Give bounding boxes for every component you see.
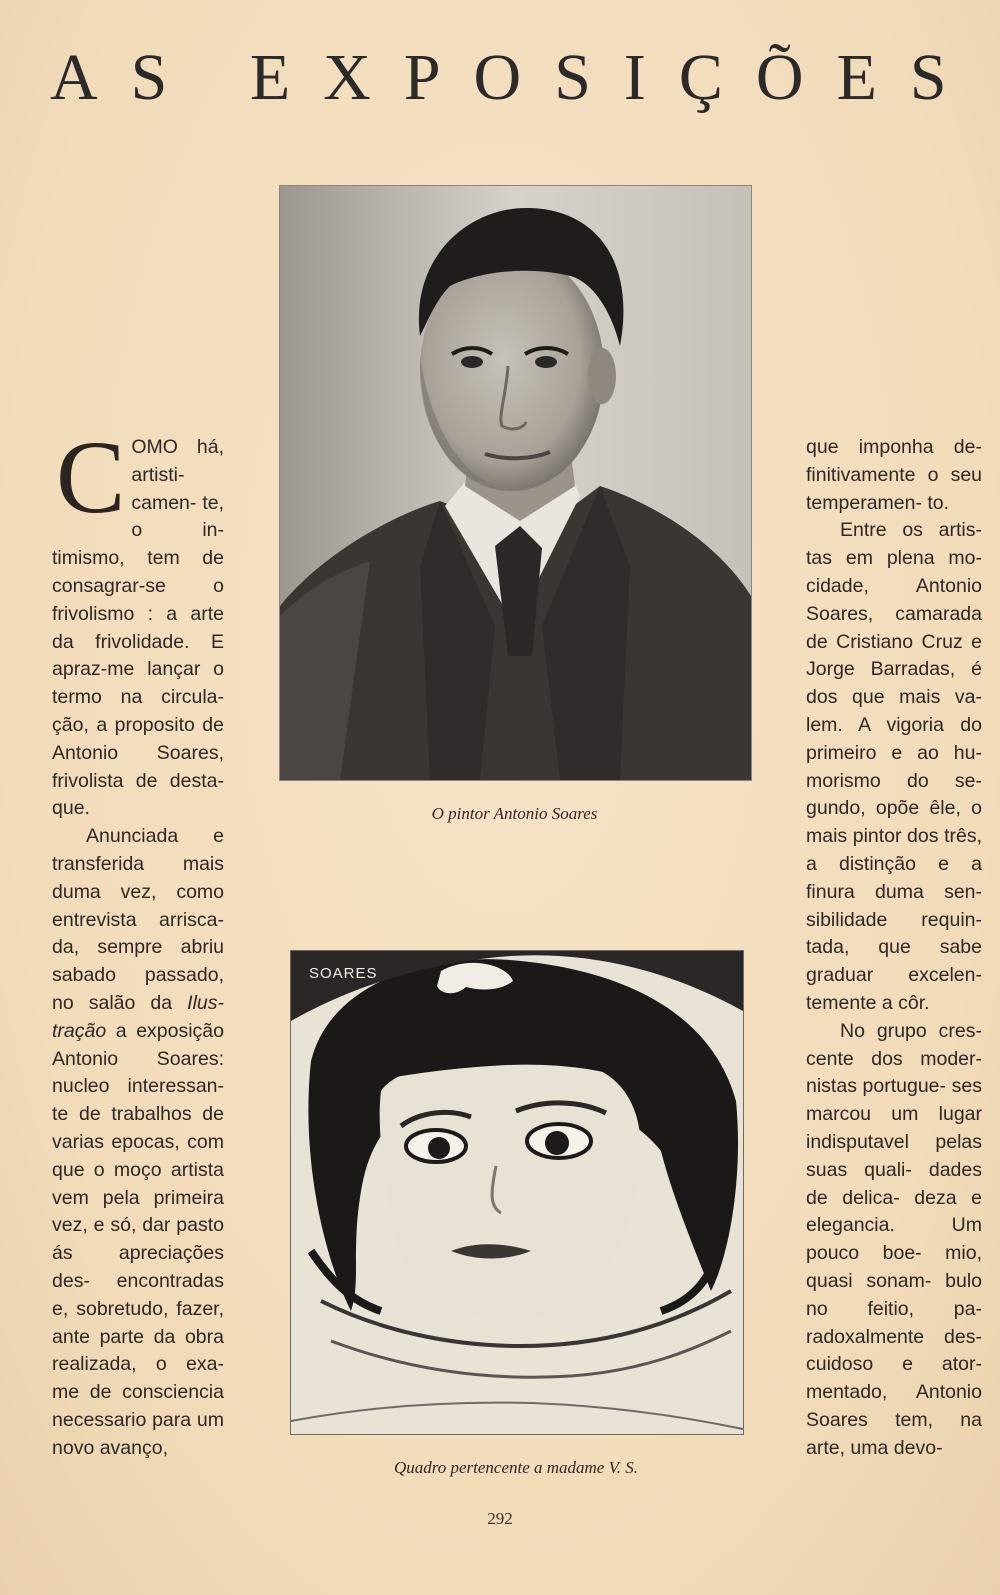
text-line: ante parte da obra: [52, 1325, 224, 1348]
text-line: lugar indisputavel: [806, 1103, 983, 1153]
text-line: sabado passado,: [52, 964, 224, 987]
text-line: te, o in-: [131, 491, 224, 542]
text-line: te de trabalhos de: [52, 1103, 224, 1126]
text-line: apraz-me lançar o: [52, 658, 224, 681]
text-line: cuidoso e ator-: [806, 1353, 982, 1376]
text-line: artista vem pela: [52, 1158, 224, 1209]
left-text-column: [52, 420, 225, 1462]
text-line: que.: [52, 797, 90, 820]
text-line: entrevista arrisca-: [52, 908, 224, 931]
text-line: varias epocas,: [52, 1130, 180, 1153]
text-line: pelas suas quali-: [806, 1130, 982, 1181]
left-paragraph-2: [52, 823, 224, 1462]
text-line: gundo, opõe êle,: [806, 797, 961, 820]
right-paragraph-2: [806, 517, 982, 1017]
text-line: a finura duma sen-: [806, 852, 982, 903]
text-line: apreciações des-: [52, 1242, 224, 1292]
text-line: ses marcou um: [806, 1075, 982, 1126]
text-line: artisti-: [131, 463, 185, 486]
text-line: três, a distinção e: [806, 825, 982, 875]
text-line: Soares tem, na: [806, 1408, 982, 1431]
right-text-column: [806, 434, 982, 1462]
right-paragraph-1: [806, 434, 982, 517]
painting-caption: Quadro pertencente a madame V. S.: [393, 1458, 639, 1477]
text-line: deza e elegancia.: [806, 1186, 982, 1237]
text-line: tas em plena mo-: [806, 547, 982, 570]
text-line: só, dar pasto ás: [52, 1214, 224, 1265]
text-line: primeira vez, e: [52, 1186, 225, 1237]
text-line: mentado, Antonio: [806, 1381, 982, 1404]
text-line: primeiro e ao hu-: [806, 741, 982, 764]
text-line: a exposição: [115, 1019, 224, 1042]
text-line: duma vez, como: [52, 880, 224, 903]
text-line: lem. A vigoria do: [806, 713, 982, 736]
page-number: 292: [487, 1509, 513, 1528]
text-line: com que o moço: [52, 1130, 224, 1181]
text-line: arte, uma devo-: [806, 1436, 943, 1459]
text-line: tada, que sabe: [806, 936, 982, 959]
portrait-photo: [279, 185, 752, 781]
text-line: e Jorge Barradas,: [806, 630, 983, 681]
text-line: consagrar-se o: [52, 574, 224, 597]
text-line: Antonio Soares,: [52, 741, 224, 764]
text-line: dades de delica-: [806, 1158, 982, 1209]
text-line: um novo avanço,: [52, 1408, 225, 1459]
text-line: temente a côr.: [806, 991, 930, 1014]
text-line: to.: [927, 491, 950, 514]
text-line: de Cristiano Cruz: [806, 630, 963, 653]
right-paragraph-3: [806, 1018, 982, 1463]
text-line: mio, quasi sonam-: [806, 1242, 982, 1292]
drop-cap: C: [56, 420, 126, 535]
text-line: nucleo interessan-: [52, 1075, 224, 1098]
text-line: frivolista de desta-: [52, 769, 224, 792]
text-line: o mais pintor dos: [806, 797, 982, 848]
text-line: Entre os artis-: [840, 519, 982, 542]
text-line: no salão da: [52, 991, 173, 1014]
text-line: da, sempre abriu: [52, 936, 224, 959]
page-title: AS EXPOSIÇÕES: [50, 41, 980, 114]
text-line: finitivamente o: [806, 463, 939, 486]
text-line: Soares, camarada: [806, 602, 982, 625]
text-line: encontradas e,: [52, 1269, 224, 1320]
photo-caption: O pintor Antonio Soares: [431, 804, 598, 823]
italic-term: Ilus-: [187, 991, 224, 1014]
text-line: Antonio Soares:: [52, 1047, 224, 1070]
text-line: cidade, Antonio: [806, 574, 982, 597]
text-line: ção, a proposito de: [52, 713, 224, 736]
text-line: cente dos moder-: [806, 1047, 982, 1070]
text-line: da frivolidade. E: [52, 630, 224, 653]
text-line: seu temperamen-: [806, 463, 983, 514]
text-line: necessario para: [52, 1408, 192, 1431]
text-line: Um pouco boe-: [806, 1214, 982, 1265]
italic-term: tração: [52, 1019, 107, 1042]
text-line: sibilidade requin-: [806, 908, 982, 931]
text-line: timismo, tem de: [52, 547, 224, 570]
text-line: é dos que mais va-: [806, 658, 982, 709]
text-line: camen-: [131, 491, 197, 514]
painting-illustration: [291, 951, 743, 1434]
text-line: realizada, o exa-: [52, 1353, 224, 1376]
text-line: transferida mais: [52, 852, 224, 875]
portrait-illustration: [280, 186, 751, 780]
painting-signature: SOARES: [309, 965, 378, 982]
text-line: me de consciencia: [52, 1381, 224, 1404]
text-line: frivolismo : a arte: [52, 602, 224, 625]
text-line: nistas portugue-: [806, 1075, 947, 1098]
text-line: bulo no feitio, pa-: [806, 1269, 983, 1320]
painting-image: [290, 950, 744, 1435]
text-line: termo na circula-: [52, 686, 224, 709]
text-line: morismo do se-: [806, 769, 982, 792]
text-line: No grupo cres-: [840, 1019, 982, 1042]
text-line: graduar excelen-: [806, 964, 982, 987]
text-line: que imponha de-: [806, 436, 982, 458]
text-line: OMO há,: [131, 436, 224, 458]
text-line: sobretudo, fazer,: [76, 1297, 225, 1320]
text-line: Anunciada e: [86, 825, 224, 848]
text-line: radoxalmente des-: [806, 1325, 982, 1348]
